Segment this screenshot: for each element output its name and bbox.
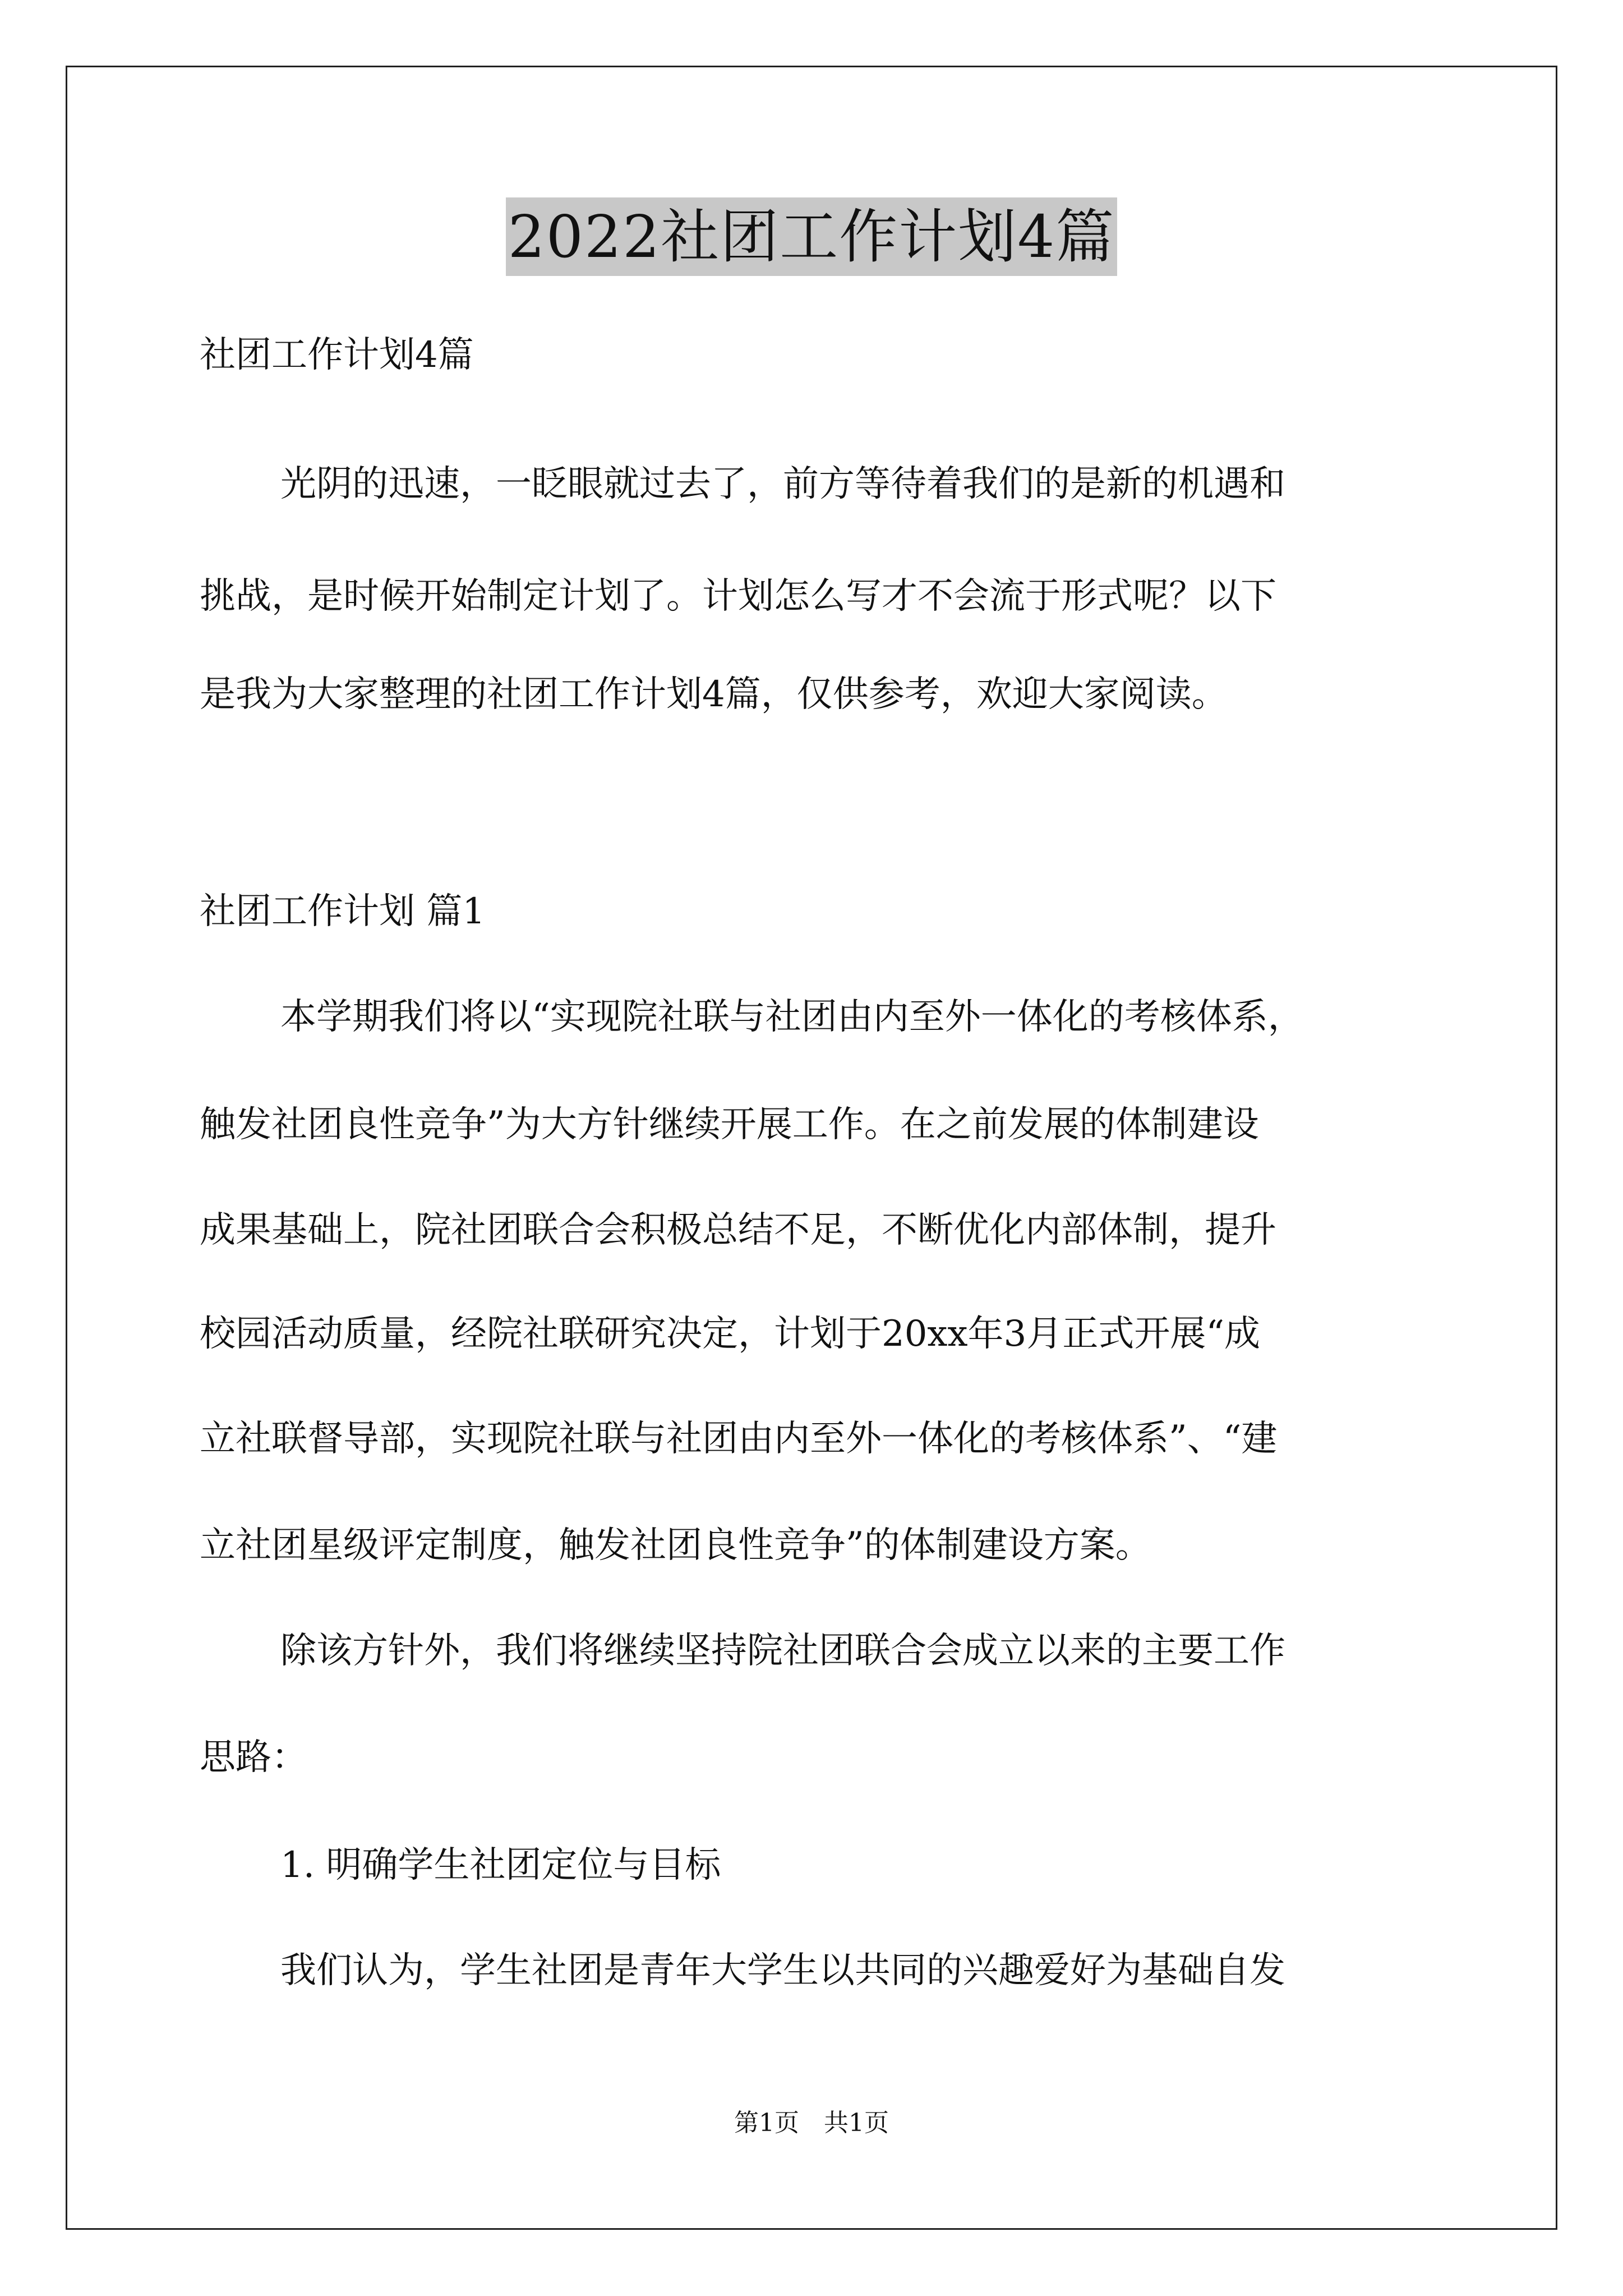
- paragraph-line: 挑战，是时候开始制定计划了。计划怎么写才不会流于形式呢？以下: [200, 576, 1276, 617]
- paragraph-line: 我们认为，学生社团是青年大学生以共同的兴趣爱好为基础自发: [280, 1950, 1285, 1991]
- paragraph-line: 除该方针外，我们将继续坚持院社团联合会成立以来的主要工作: [280, 1630, 1285, 1672]
- page-number: 第1页 共1页: [734, 2109, 889, 2137]
- paragraph-line: 光阴的迅速，一眨眼就过去了，前方等待着我们的是新的机遇和: [280, 463, 1285, 505]
- paragraph-line: 触发社团良性竞争”为大方针继续开展工作。在之前发展的体制建设: [200, 1104, 1259, 1145]
- list-item: 1. 明确学生社团定位与目标: [280, 1844, 721, 1886]
- paragraph-line: 本学期我们将以“实现院社联与社团由内至外一体化的考核体系，: [280, 996, 1304, 1038]
- paragraph-line: 成果基础上，院社团联合会积极总结不足，不断优化内部体制，提升: [200, 1209, 1276, 1251]
- section-heading: 社团工作计划 篇1: [200, 891, 486, 932]
- document-title-container: [0, 197, 1623, 276]
- document-title: 2022社团工作计划4篇: [506, 197, 1118, 276]
- paragraph-line: 立社团星级评定制度，触发社团良性竞争”的体制建设方案。: [200, 1525, 1151, 1566]
- paragraph-line: 是我为大家整理的社团工作计划4篇，仅供参考，欢迎大家阅读。: [200, 674, 1228, 715]
- document-subtitle: 社团工作计划4篇: [200, 334, 474, 376]
- paragraph-line: 校园活动质量，经院社联研究决定，计划于20xx年3月正式开展“成: [200, 1313, 1261, 1355]
- paragraph-line: 思路：: [200, 1737, 307, 1778]
- paragraph-line: 立社联督导部，实现院社联与社团由内至外一体化的考核体系”、“建: [200, 1418, 1278, 1460]
